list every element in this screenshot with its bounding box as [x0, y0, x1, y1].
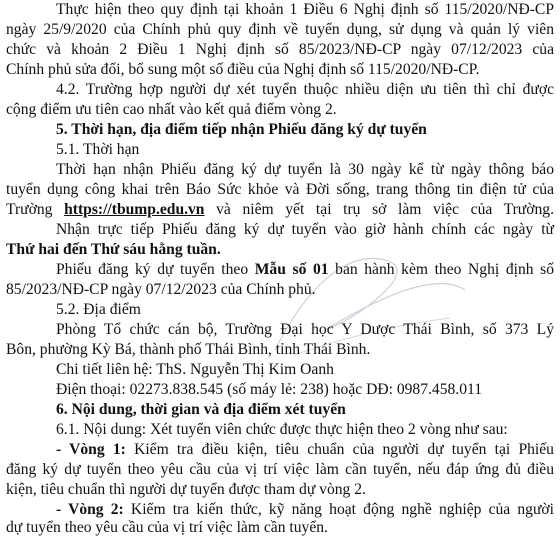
- para-line: [56, 500, 554, 520]
- para-line: Bôn, phường Kỳ Bá, thành phố Thái Bình, tỉnh Thái Bình.: [6, 341, 371, 358]
- contact-phone: Điện thoại: 02273.838.545 (số máy lẻ: 238) hoặc DĐ: 0987.458.011: [56, 381, 483, 398]
- subsection-heading-5-2: 5.2. Địa điểm: [56, 301, 141, 318]
- para-line: Thực hiện theo quy định tại khoản 1 Điều 6 Nghị định số 115/2020/NĐ-CP: [56, 1, 554, 18]
- para-line: ngày 25/9/2020 của Chính phủ quy định về tuyển dụng, sử dụng và quản lý viên: [6, 21, 554, 38]
- para-line: dự tuyển theo yêu cầu của vị trí việc làm cần tuyển.: [6, 519, 328, 536]
- section-heading-5: 5. Thời hạn, địa điểm tiếp nhận Phiếu đăng ký dự tuyển: [56, 121, 427, 138]
- website-link[interactable]: https://tbump.edu.vn: [64, 201, 205, 218]
- para-line: Thời hạn nhận Phiếu đăng ký dự tuyển là 30 ngày kể từ ngày thông báo: [56, 161, 554, 178]
- line-text: Phiếu đăng ký dự tuyển theo: [56, 261, 255, 278]
- form-reference: Mẫu số 01: [254, 261, 329, 278]
- para-line: Nhận trực tiếp Phiếu đăng ký dự tuyển vào giờ hành chính các ngày từ: [56, 221, 554, 238]
- para-line: [56, 260, 554, 280]
- para-line: Chính phủ sửa đổi, bổ sung một số điều của Nghị định số 115/2020/NĐ-CP.: [6, 61, 480, 78]
- section-heading-6: 6. Nội dung, thời gian và địa điểm xét tuyển: [56, 401, 346, 418]
- round-2-label: - Vòng 2:: [56, 501, 124, 518]
- para-line: 85/2023/NĐ-CP ngày 07/12/2023 của Chính phủ.: [6, 281, 316, 298]
- line-text: và niêm yết tại trụ sở làm việc của Trường.: [204, 201, 554, 218]
- line-text: ban hành kèm theo Nghị định số: [328, 261, 554, 278]
- para-line: Phòng Tổ chức cán bộ, Trường Đại học Y Dược Thái Bình, số 373 Lý: [56, 321, 554, 338]
- para-line: [56, 440, 554, 460]
- para-line: 4.2. Trường hợp người dự xét tuyển thuộc nhiều diện ưu tiên thì chỉ được: [56, 81, 554, 98]
- para-line: đăng ký dự tuyển theo yêu cầu của vị trí việc làm cần tuyển, nếu đáp ứng đủ điều: [6, 461, 554, 478]
- line-text: Kiểm tra điều kiện, tiêu chuẩn của người dự tuyển tại Phiếu: [125, 441, 554, 458]
- line-text: Trường: [6, 201, 65, 218]
- para-line: kiện, tiêu chuẩn thì người dự tuyển được tham dự vòng 2.: [6, 481, 366, 498]
- para-line: [6, 200, 554, 220]
- para-line: tuyển dụng công khai trên Báo Sức khỏe và Đời sống, trang thông tin điện tử của: [6, 181, 554, 198]
- contact-person: Chi tiết liên hệ: ThS. Nguyễn Thị Kim Oanh: [56, 361, 334, 378]
- para-line-bold: Thứ hai đến Thứ sáu hằng tuần.: [6, 241, 221, 258]
- para-line: chức và khoản 2 Điều 1 Nghị định số 85/2023/NĐ-CP ngày 07/12/2023 của: [6, 41, 554, 58]
- para-line: 6.1. Nội dung: Xét tuyển viên chức được thực hiện theo 2 vòng như sau:: [56, 421, 508, 438]
- round-1-label: - Vòng 1:: [56, 441, 126, 458]
- subsection-heading-5-1: 5.1. Thời hạn: [56, 141, 140, 158]
- para-line: cộng điểm ưu tiên cao nhất vào kết quả điểm vòng 2.: [6, 101, 337, 118]
- line-text: Kiểm tra kiến thức, kỹ năng hoạt động nghề nghiệp của người: [123, 501, 555, 518]
